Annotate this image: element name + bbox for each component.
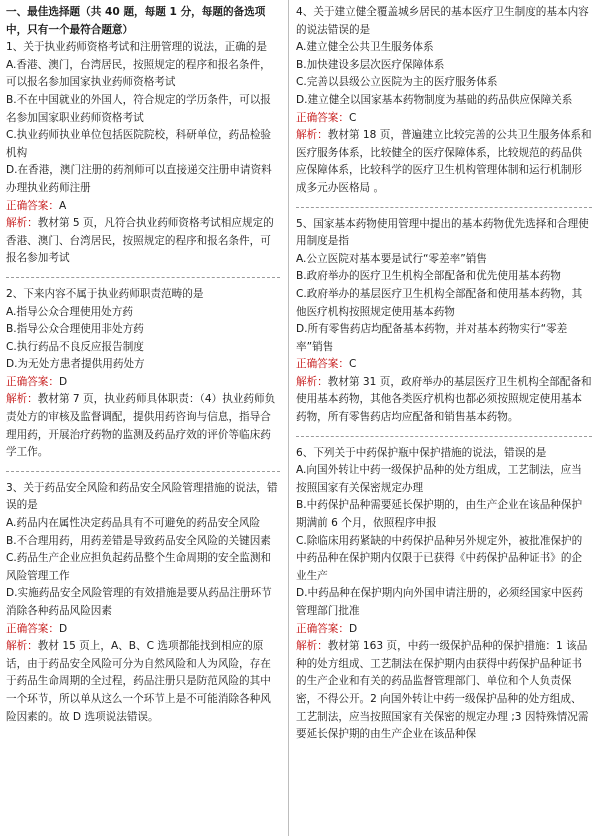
explanation-label: 解析：	[6, 217, 38, 230]
left-question-list	[6, 39, 280, 726]
answer-option: D.建立健全以国家基本药物制度为基础的药品供应保障关系	[296, 93, 573, 106]
explanation	[6, 638, 280, 726]
answer-option: A.公立医院对基本要是试行“零差率”销售	[296, 252, 487, 265]
answer-value: D	[58, 622, 68, 635]
explanation	[6, 391, 280, 461]
question-stem: 4、关于建立健全覆盖城乡居民的基本医疗卫生制度的基本内容的说法错误的是	[296, 6, 589, 36]
answer-label: 正确答案：	[296, 358, 349, 371]
question-stem: 6、下列关于中药保护瓶中保护措施的说法，错误的是	[296, 446, 547, 459]
question-stem: 1、关于执业药师资格考试和注册管理的说法，正确的是	[6, 41, 267, 54]
question-divider	[296, 436, 592, 437]
question-divider	[6, 277, 280, 278]
answer-option: B.政府举办的医疗卫生机构全部配备和优先使用基本药物	[296, 270, 561, 283]
explanation	[296, 638, 592, 744]
answer-label: 正确答案：	[296, 622, 349, 635]
correct-answer	[296, 621, 592, 639]
answer-option: D.在香港，澳门注册的药剂师可以直接递交注册申请资料办理执业药师注册	[6, 164, 272, 194]
answer-option: B.指导公众合理使用非处方药	[6, 323, 144, 336]
explanation-label: 解析：	[296, 129, 328, 142]
answer-option: B.不合理用药，用药差错是导致药品安全风险的关键因素	[6, 534, 271, 547]
explanation-label: 解析：	[296, 375, 328, 388]
explanation-label: 解析：	[296, 640, 328, 653]
explanation-label: 解析：	[6, 393, 38, 406]
answer-option: A.药品内在属性决定药品具有不可避免的药品安全风险	[6, 517, 261, 530]
answer-option: B.中药保护品种需要延长保护期的，由生产企业在该品种保护期满前 6 个月，依照程序申报	[296, 499, 583, 530]
question-divider	[6, 471, 280, 472]
correct-answer	[6, 621, 280, 639]
explanation-text: 教材 15 页上，A、B、C 选项都能找到相应的原话，由于药品安全风险可分为自然风险和人为风险，存在于药品生命周期的全过程，药品注册只是防范风险的其中一个环节，所以单从这么一个环节上是不可能消除各种风险因素的。故 D 选项说法错误。	[6, 640, 271, 723]
answer-option: C.完善以县级公立医院为主的医疗服务体系	[296, 76, 498, 89]
answer-option: D.中药品种在保护期内向外国申请注册的，必须经国家中医药管理部门批准	[296, 587, 583, 617]
explanation	[6, 215, 280, 268]
left-column	[0, 0, 286, 836]
column-divider	[288, 0, 289, 836]
answer-value: D	[348, 622, 358, 635]
correct-answer	[296, 110, 592, 128]
answer-value: C	[348, 358, 357, 371]
answer-value: A	[58, 199, 67, 212]
correct-answer	[6, 198, 280, 216]
explanation-text: 教材第 18 页，普遍建立比较完善的公共卫生服务体系和医疗服务体系，比较健全的医疗保障体系，比较规范的药品供应保障体系，比较科学的医疗卫生机构管理体制和运行机制形成多元办医格局 。	[296, 129, 592, 194]
answer-option: A.指导公众合理使用处方药	[6, 305, 133, 318]
right-question-list	[296, 4, 592, 744]
answer-option: A.向国外转让中药一级保护品种的处方组成，工艺制法，应当按照国家有关保密规定办理	[296, 464, 582, 494]
explanation-text: 教材第 7 页，执业药师具体职责：（4）执业药师负责处方的审核及监督调配，提供用药咨询与信息，指导合理用药，开展治疗药物的监测及药品疗效的评价等临床药学工作。	[6, 393, 276, 459]
answer-label: 正确答案：	[6, 622, 59, 635]
answer-option: A.建立健全公共卫生服务体系	[296, 41, 434, 54]
explanation-text: 教材第 163 页，中药一级保护品种的保护措施：1 该品种的处方组成、工艺制法在保护期内由获得中药保护品种证书的生产企业和有关的药品监督管理部门、单位和个人负责保密，不得公开。2 向国外转让中药一级保护品种的处方组成、工艺制法，应当按照国家有关保密的规定办理 ;3 因特殊情况需要延长保护期的由生产企业在该品种保	[296, 640, 589, 741]
correct-answer	[296, 356, 592, 374]
answer-label: 正确答案：	[6, 199, 59, 212]
question-block	[6, 286, 280, 462]
question-block	[6, 39, 280, 268]
answer-label: 正确答案：	[296, 111, 349, 124]
explanation-label: 解析：	[6, 640, 38, 653]
question-stem: 5、国家基本药物使用管理中提出的基本药物优先选择和合理使用制度是指	[296, 217, 589, 248]
answer-option: C.政府举办的基层医疗卫生机构全部配备和使用基本药物，其他医疗机构按照规定使用基本药物	[296, 287, 583, 318]
question-block	[6, 480, 280, 726]
explanation	[296, 374, 592, 427]
answer-option: D.所有零售药店均配备基本药物，并对基本药物实行“零差率”销售	[296, 323, 568, 353]
answer-option: D.实施药品安全风险管理的有效措施是要从药品注册环节消除各种药品风险因素	[6, 587, 272, 617]
answer-option: B.不在中国就业的外国人，符合规定的学历条件，可以报名参加国家职业药师资格考试	[6, 93, 271, 124]
answer-option: D.为无处方患者提供用药处方	[6, 358, 145, 371]
question-stem: 2、下来内容不属于执业药师职责范畴的是	[6, 287, 204, 300]
answer-option: C.执业药师执业单位包括医院院校，科研单位，药品检验机构	[6, 129, 272, 159]
right-column	[290, 0, 596, 836]
answer-option: C.药品生产企业应担负起药品整个生命周期的安全监测和风险管理工作	[6, 552, 272, 582]
question-block	[296, 4, 592, 198]
question-stem: 3、关于药品安全风险和药品安全风险管理措施的说法，错误的是	[6, 481, 278, 512]
answer-option: A.香港、澳门，台湾居民，按照规定的程序和报名条件，可以报名参加国家执业药师资格考试	[6, 58, 271, 89]
question-block	[296, 445, 592, 744]
explanation-text: 教材第 5 页，凡符合执业药师资格考试相应规定的香港、澳门、台湾居民，按照规定的程序和报名条件，可报名参加考试	[6, 217, 274, 265]
question-divider	[296, 207, 592, 208]
answer-option: C.除临床用药紧缺的中药保护品种另外规定外，被批准保护的中药品种在保护期内仅限于已获得《中药保护品种证书》的企业生产	[296, 534, 583, 582]
answer-value: C	[348, 111, 357, 124]
answer-value: D	[58, 375, 68, 388]
explanation	[296, 127, 592, 197]
section-header: 一、最佳选择题（共 40 题，每题 1 分，每题的备选项中，只有一个最符合题意）	[6, 6, 266, 36]
answer-option: B.加快建设多层次医疗保障体系	[296, 58, 445, 71]
answer-option: C.执行药品不良反应报告制度	[6, 340, 144, 353]
question-block	[296, 216, 592, 427]
correct-answer	[6, 374, 280, 392]
explanation-text: 教材第 31 页，政府举办的基层医疗卫生机构全部配备和使用基本药物，其他各类医疗机构也都必须按照规定使用基本药物，所有零售药店均应配备和销售基本药物。	[296, 375, 592, 424]
answer-label: 正确答案：	[6, 375, 59, 388]
